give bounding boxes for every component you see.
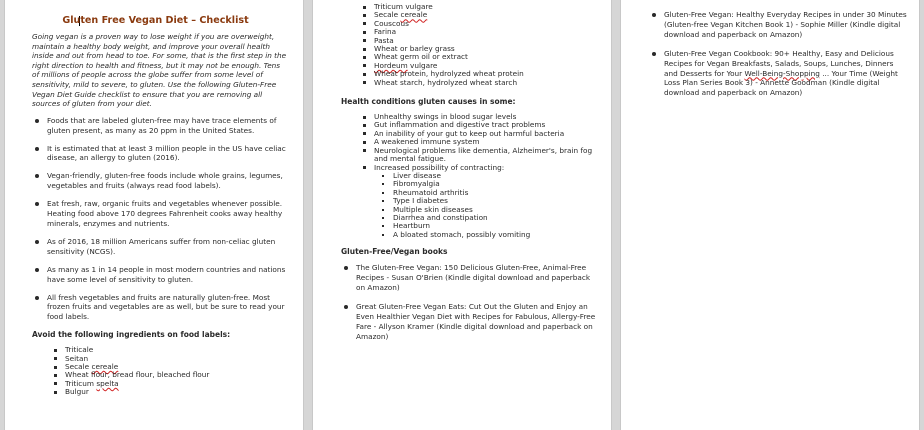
list-item: Triticum vulgare [363, 3, 597, 11]
list-item: Secale cereale [54, 363, 289, 371]
list-item: Secale cereale [363, 11, 597, 19]
list-item: Rheumatoid arthritis [382, 189, 597, 197]
contracting-list [374, 172, 597, 239]
list-item: All fresh vegetables and fruits are naturally gluten-free. Most frozen fruits and vegetables are as well, but be sure to read your food labels. [32, 293, 289, 323]
list-item: Unhealthy swings in blood sugar levels [363, 113, 597, 121]
conditions-heading: Health conditions gluten causes in some: [341, 97, 516, 107]
list-item: It is estimated that at least 3 million people in the US have celiac disease, an allergy to gluten (2016). [32, 144, 289, 164]
list-item: Vegan-friendly, gluten-free foods include whole grains, legumes, vegetables and fruits (always read food labels). [32, 171, 289, 191]
list-item: Multiple skin diseases [382, 206, 597, 214]
document-title: Gluten Free Vegan Diet – Checklist [62, 15, 249, 26]
spellcheck-flag[interactable]: Hordeum [374, 60, 408, 70]
list-item: Diarrhea and constipation [382, 214, 597, 222]
document-page-2[interactable] [312, 0, 612, 430]
list-item: Neurological problems like dementia, Alzheimer's, brain fog and mental fatigue. [363, 147, 597, 164]
facts-list [32, 116, 289, 323]
list-item: Triticale [54, 346, 289, 354]
list-item: Gut inflammation and digestive tract problems [363, 121, 597, 129]
list-item: Type I diabetes [382, 197, 597, 205]
list-item: Bulgur [54, 388, 289, 396]
books-list [341, 263, 597, 341]
list-item: A bloated stomach, possibly vomiting [382, 231, 597, 239]
list-item: Wheat germ oil or extract [363, 53, 597, 61]
list-item: Wheat or barley grass [363, 45, 597, 53]
list-item: A weakened immune system [363, 138, 597, 146]
list-item: Liver disease [382, 172, 597, 180]
list-item: Fibromyalgia [382, 180, 597, 188]
list-item-label: Increased possibility of contracting: [374, 162, 505, 172]
document-page-3[interactable] [620, 0, 920, 430]
list-item: Farina [363, 28, 597, 36]
list-item: Eat fresh, raw, organic fruits and vegetables whenever possible. Heating food above 170 degrees Fahrenheit cooks away healthy minerals, enzymes and nutrients. [32, 199, 289, 229]
list-item: Triticum spelta [54, 380, 289, 388]
list-item: As many as 1 in 14 people in most modern countries and nations have some level of sensitivity to gluten. [32, 265, 289, 285]
spellcheck-flag[interactable]: cereale [91, 362, 119, 372]
list-item: Wheat flour, bread flour, bleached flour [54, 371, 289, 379]
list-item: Pasta [363, 37, 597, 45]
list-item [363, 164, 597, 240]
list-item: Couscous [363, 20, 597, 28]
list-item: Great Gluten-Free Vegan Eats: Cut Out the Gluten and Enjoy an Even Healthier Vegan Diet with Recipes for Fabulous, Allergy-Free Fare - Allyson Kramer (Kindle digital download and paperback on Amazon) [341, 302, 597, 342]
list-item: Gluten-Free Vegan: Healthy Everyday Recipes in under 30 Minutes (Gluten-free Vegan Kitchen Book 1) - Sophie Miller (Kindle digital download and paperback on Amazon) [649, 10, 907, 40]
list-item: Heartburn [382, 222, 597, 230]
spellcheck-flag[interactable]: cereale [400, 10, 428, 20]
list-item: The Gluten-Free Vegan: 150 Delicious Gluten-Free, Animal-Free Recipes - Susan O'Brien (Kindle digital download and paperback on Amazon) [341, 263, 597, 293]
avoid-list-continued [341, 3, 597, 87]
intro-paragraph: Going vegan is a proven way to lose weight if you are overweight, maintain a healthy body weight, and improve your overall health inside and out from head to toe. For some, that is the first step in the right direction to health and fitness, but it may not be enough. Tens of millions of people across the globe suffer from some level of sensitivity, mild to severe, to gluten. Use the following Gluten-Free Vegan Diet Guide checklist to ensure that you are removing all sources of gluten from your diet. [32, 32, 287, 109]
books-list-continued [649, 10, 907, 98]
list-item: As of 2016, 18 million Americans suffer from non-celiac gluten sensitivity (NCGS). [32, 237, 289, 257]
list-item: Foods that are labeled gluten-free may have trace elements of gluten present, as many as 20 ppm in the United States. [32, 116, 289, 136]
list-item: Hordeum vulgare [363, 62, 597, 70]
avoid-heading: Avoid the following ingredients on food labels: [32, 330, 231, 340]
list-item: Gluten-Free Vegan Cookbook: 90+ Healthy, Easy and Delicious Recipes for Vegan Breakfasts, Salads, Soups, Lunches, Dinners and Desserts for Your Well-Being-Shopping ... Your Time (Weight Loss Plan Series Book 3) - Annette Goodman (Kindle digital download and paperback on Amazon) [649, 49, 907, 99]
avoid-list [32, 346, 289, 396]
list-item: Wheat starch, hydrolyzed wheat starch [363, 79, 597, 87]
document-page-1[interactable] [4, 0, 304, 430]
spellcheck-flag[interactable]: Well-Being-Shopping [744, 68, 820, 78]
list-item: An inability of your gut to keep out harmful bacteria [363, 130, 597, 138]
list-item: Seitan [54, 355, 289, 363]
books-heading: Gluten-Free/Vegan books [341, 247, 448, 257]
list-item: Wheat protein, hydrolyzed wheat protein [363, 70, 597, 78]
conditions-list [341, 113, 597, 239]
spellcheck-flag[interactable]: spelta [96, 378, 119, 388]
